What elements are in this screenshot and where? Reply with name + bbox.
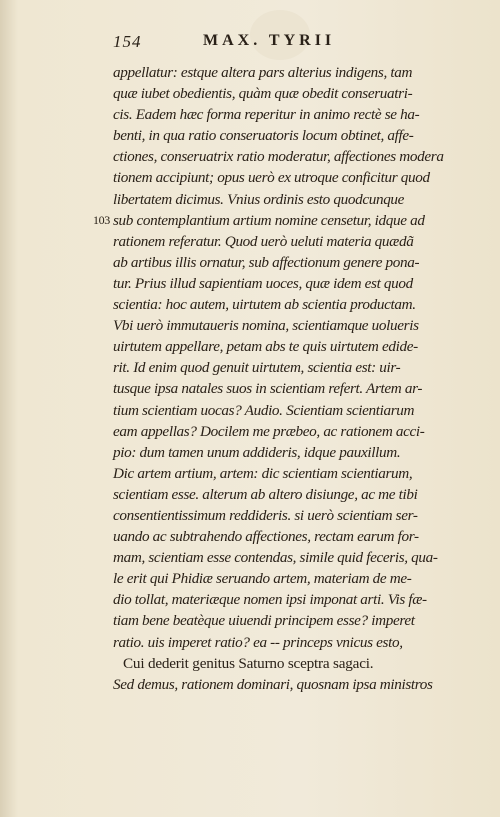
text-line-content: tur. Prius illud sapientiam uoces, quæ idem est quod <box>113 274 413 292</box>
text-line-content: uando ac subtrahendo affectiones, rectam earum for- <box>113 528 419 546</box>
running-head: MAX. TYRII <box>203 32 336 49</box>
text-line <box>113 610 463 631</box>
text-line <box>113 315 463 336</box>
text-line <box>113 484 463 505</box>
text-line-content: scientia: hoc autem, uirtutem ab scientia productam. <box>113 296 416 314</box>
text-line-content: mam, scientiam esse contendas, simile quid feceris, qua- <box>113 549 438 567</box>
text-line <box>113 273 463 294</box>
page-header <box>113 30 460 54</box>
text-line <box>113 442 463 463</box>
marginal-number: 103 <box>93 212 110 227</box>
text-line <box>113 632 463 653</box>
text-line <box>113 463 463 484</box>
text-line-content: scientiam esse. alterum ab altero disiunge, ac me tibi <box>113 485 418 503</box>
text-line <box>113 547 463 568</box>
text-line-content: libertatem dicimus. Vnius ordinis esto quodcunque <box>113 190 405 208</box>
text-line <box>113 252 463 273</box>
text-line-content: tusque ipsa natales suos in scientiam refert. Artem ar- <box>113 380 423 398</box>
text-line <box>113 62 463 83</box>
text-line-content: tiam bene beatèque uiuendi principem esse? imperet <box>113 612 415 630</box>
text-line-content: consentientissimum reddideris. si uerò scientiam ser- <box>113 506 418 524</box>
text-line-content: Dic artem artium, artem: dic scientiam scientiarum, <box>113 464 413 482</box>
text-line-content: cis. Eadem hæc forma reperitur in animo rectè se ha- <box>113 106 420 124</box>
text-line-content: tionem accipiunt; opus uerò ex utroque conficitur quod <box>113 169 430 187</box>
text-line-content: ratio. uis imperet ratio? ea -- princeps vnicus esto, <box>113 633 403 651</box>
text-line-content: le erit qui Phidiæ seruando artem, materiam de me- <box>113 570 412 588</box>
text-line <box>113 189 463 210</box>
text-line <box>113 421 463 442</box>
folio-number: 154 <box>113 32 142 51</box>
text-line <box>93 210 463 231</box>
text-line-content: uirtutem appellare, petam abs te quis uirtutem edide- <box>113 338 418 356</box>
text-line <box>113 674 463 695</box>
text-line <box>113 336 463 357</box>
text-line-content: pio: dum tamen unum addideris, idque pauxillum. <box>113 443 401 461</box>
text-line-content: Sed demus, rationem dominari, quosnam ipsa ministros <box>113 675 433 693</box>
text-line-content: sub contemplantium artium nomine censetur, idque ad <box>113 211 425 229</box>
text-line <box>113 357 463 378</box>
text-line <box>113 167 463 188</box>
text-line-content: rit. Id enim quod genuit uirtutem, scientia est: uir- <box>113 359 401 377</box>
text-line <box>113 505 463 526</box>
text-line <box>113 526 463 547</box>
text-line-content: eam appellas? Docilem me præbeo, ac rationem acci- <box>113 422 425 440</box>
text-line-content: ab artibus illis ornatur, sub affectionum genere pona- <box>113 253 420 271</box>
text-block <box>93 62 463 695</box>
text-line <box>113 294 463 315</box>
text-line <box>113 568 463 589</box>
text-line-content: rationem referatur. Quod uerò ueluti materia quædã <box>113 232 414 250</box>
text-line <box>113 378 463 399</box>
text-line <box>113 231 463 252</box>
text-line <box>113 125 463 146</box>
text-line <box>113 400 463 421</box>
text-line <box>113 589 463 610</box>
text-line <box>113 104 463 125</box>
text-line-content: ctiones, conseruatrix ratio moderatur, affectiones modera <box>113 148 444 166</box>
text-line <box>113 83 463 104</box>
text-line-content: Vbi uerò immutaueris nomina, scientiamque uolueris <box>113 317 419 335</box>
text-line <box>113 146 463 167</box>
text-line-content: quæ iubet obedientis, quàm quæ obedit conseruatri- <box>113 85 413 103</box>
text-line-content: appellatur: estque altera pars alterius indigens, tam <box>113 64 413 81</box>
text-line-content: Cui dederit genitus Saturno sceptra sagaci. <box>123 654 374 672</box>
text-line-content: benti, in qua ratio conseruatoris locum obtinet, affe- <box>113 127 414 145</box>
text-line <box>113 653 463 674</box>
text-line-content: tium scientiam uocas? Audio. Scientiam scientiarum <box>113 401 415 419</box>
text-line-content: dio tollat, materiæque nomen ipsi imponat arti. Vis fæ- <box>113 591 427 609</box>
